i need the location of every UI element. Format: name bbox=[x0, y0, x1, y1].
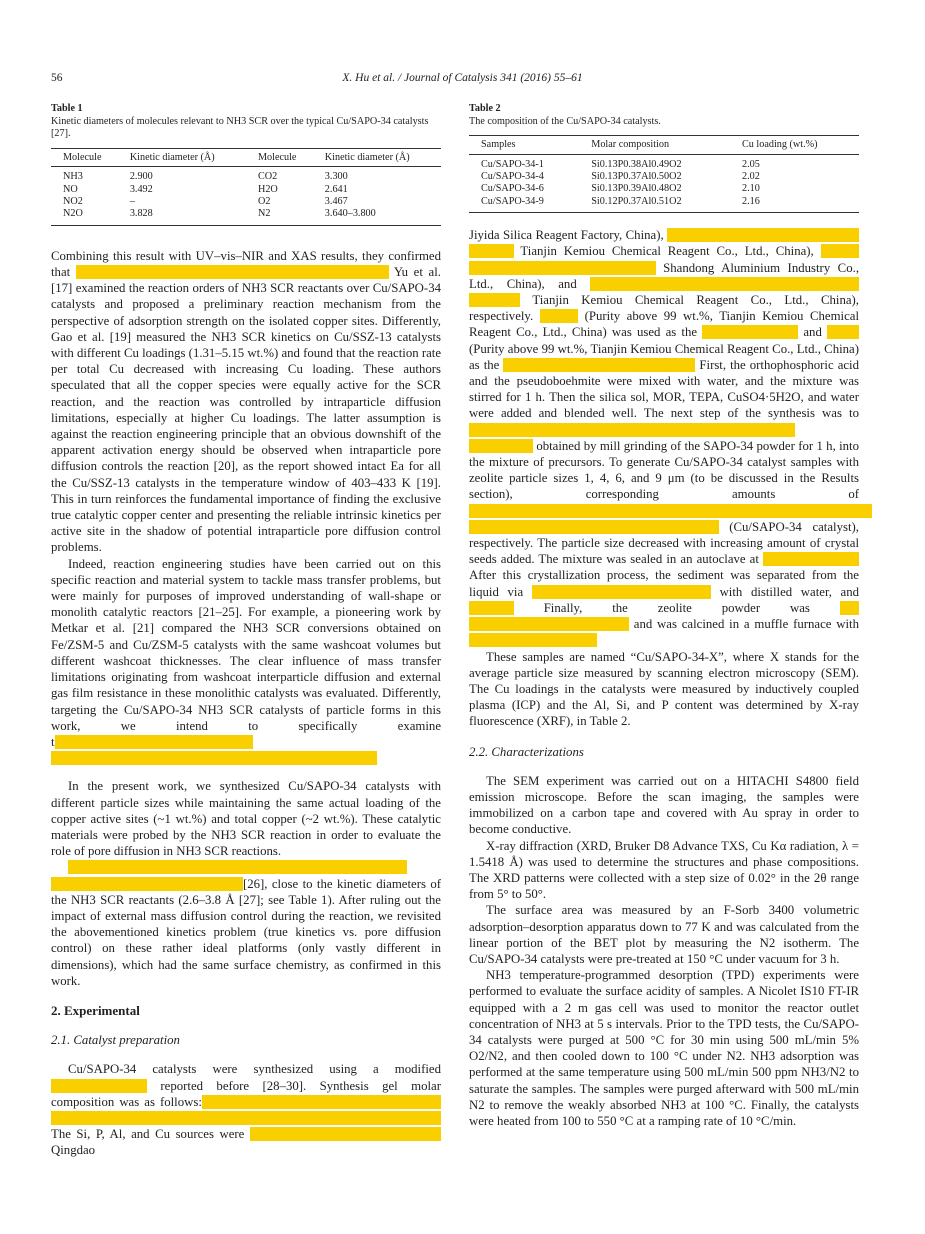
table-row bbox=[51, 184, 441, 196]
highlight: ______________________________ bbox=[503, 357, 696, 372]
highlight: ___ _________________________ bbox=[469, 600, 859, 632]
table-row bbox=[469, 183, 859, 195]
highlight: _______________________________ ___________________________________________________ bbox=[51, 734, 378, 766]
table-cell: 3.828 bbox=[118, 208, 246, 225]
table-cell: 2.641 bbox=[324, 183, 348, 195]
table-cell: 3.467 bbox=[324, 196, 348, 207]
highlight: _____ bbox=[827, 325, 860, 340]
paragraph: These samples are named “Cu/SAPO-34-X”, where X stands for the average particle size measured by scanning electron microscopy (SEM). The Cu loadings in the catalysts were measured by inductively coupled plasma (ICP) and the Al, Si, and P content was determined by X-ray fluorescence (XRF), in Table 2. bbox=[469, 649, 859, 729]
table-row bbox=[51, 196, 441, 208]
section-heading: 2. Experimental bbox=[51, 1002, 140, 1018]
table2-label: Table 2 bbox=[469, 103, 501, 114]
highlight: _____________________________________________________ ______________________________ bbox=[51, 860, 408, 891]
table-cell: 2.05 bbox=[741, 158, 760, 170]
table2 bbox=[469, 135, 859, 213]
table-row bbox=[469, 154, 859, 171]
table-row bbox=[51, 208, 441, 225]
table-cell: 2.10 bbox=[741, 183, 760, 195]
paragraph: X-ray diffraction (XRD, Bruker D8 Advance TXS, Cu Kα radiation, λ = 1.5418 Å) was used to determine the structures and phase compositions. The XRD patterns were collected with a step size of 0.02° in the 2θ range from 5° to 50°. bbox=[469, 838, 859, 902]
table2-header: Samples bbox=[469, 136, 579, 154]
paragraph: Combining this result with UV–vis–NIR and XAS results, they confirmed that __________________________________________ ______ Yu et al. [17] examined the reaction orders of NH3 SCR reactants over Cu/SAPO-34 catalysts and proposed a preliminary reaction mechanism from the perspective of adsorption strength on the isolated copper sites. Differently, Gao et al. [19] measured the NH3 SCR kinetics on Cu/SSZ-13 catalysts with different Cu loadings (1.31–5.15 wt.%) and found that the reaction rate per total Cu decreased with increasing Cu loading. These authors speculated that all the copper species were equally active for the SCR reaction, and the reaction was controlled by intraparticle diffusion limitations, especially at higher Cu loadings. The latter assumption is against the reaction engineering principle that an obvious downshift of the apparent activation energy should be observed when intraparticle pore diffusion controls the reaction [20], as the report showed intact Ea for all the Cu/SSZ-13 catalysts in the temperature window of 403–433 K [19]. This in turn reinforces the fundamental importance of finding the exclusive true catalytic copper center and presenting the reliable intrinsic kinetics per active site in the shadow of potential intraparticle pore diffusion control problems. bbox=[51, 248, 441, 555]
subsection-heading: 2.2. Characterizations bbox=[469, 744, 584, 759]
paragraph: Jiyida Silica Reagent Factory, China), ______________________________ _______ Tianjin Kemiou Chemical Reagent Co., Ltd., China), ______ ______________________ ______ Shandong Aluminium Industry Co., Ltd., China), and __________________________________________ ________ Tianjin Kemiou Chemical Reagent Co., Ltd., China), respectively. ______ (Purity above 99 wt.%, Tianjin Kemiou Chemical Reagent Co., Ltd., China) was used as the _______________ and _____ (Purity above 99 wt.%, Tianjin Kemiou Chemical Reagent Co., Ltd., China) as the ______________________________ First, the orthophosphoric acid and the pseudoboehmite were mixed with water, and the mixture was stirred for 1 h. Then the silica sol, MOR, TEPA, CuSO4·5H2O, and water were added and blended well. The next step of the synthesis was to ___________________________________________________ __________ obtained by mill grinding of the SAPO-34 powder for 1 h, into the mixture of precursors. To generate Cu/SAPO-34 catalyst samples with zeolite particle sizes 1, 4, 6, and 9 μm (to be discussed in the Results section), corresponding amounts of _______________________________________________________________ _______________________________________ (Cu/SAPO-34 catalyst), respectively. The particle size decreased with increasing amount of crystal seeds added. The mixture was sealed in an autoclave at _______________ After this crystallization process, the sediment was separated from the liquid via ____________________________ with distilled water, and _______ Finally, the zeolite powder was ___ _________________________ and was calcined in a muffle furnace with ____________________ bbox=[469, 228, 873, 648]
subsection-heading: 2.1. Catalyst preparation bbox=[51, 1033, 180, 1048]
table-cell: Cu/SAPO-34-9 bbox=[469, 196, 579, 213]
left-column bbox=[51, 103, 441, 1159]
journal-citation: X. Hu et al. / Journal of Catalysis 341 (2016) 55–61 bbox=[342, 72, 583, 84]
table-cell: CO2 bbox=[257, 171, 278, 183]
paragraph: Cu/SAPO-34 catalysts were synthesized using a modified _______________ reported before [28–30]. Synthesis gel molar composition was as follows:__ ________ ________ _________________ ______________________________________________________ ___ The Si, P, Al, and Cu sources were _________________________ ____ Qingdao bbox=[51, 1062, 441, 1158]
paragraph: The SEM experiment was carried out on a HITACHI S4800 field emission microscope. Before the scan imaging, the samples were immobilized on a carbon tape and covered with Au spray in order to become conductive. bbox=[469, 773, 859, 837]
highlight: _______________________________________________________________ _______________________________________ bbox=[469, 503, 873, 534]
table-cell: Cu/SAPO-34-6 bbox=[481, 183, 544, 195]
table1-caption-text: Kinetic diameters of molecules relevant to NH3 SCR over the typical Cu/SAPO-34 catalysts [27]. bbox=[51, 115, 429, 140]
table-cell: O2 bbox=[257, 196, 271, 207]
table-cell: Cu/SAPO-34-4 bbox=[481, 171, 544, 182]
table-cell: 3.492 bbox=[129, 183, 153, 195]
table-cell: 2.900 bbox=[129, 171, 153, 183]
highlight: ______________________________ _______ bbox=[469, 228, 860, 259]
table-cell: Si0.13P0.38Al0.49O2 bbox=[591, 158, 682, 170]
table1-header: Molecule bbox=[246, 148, 313, 166]
highlight: ______ ______________________ ______ bbox=[469, 244, 860, 275]
table-cell: – bbox=[129, 196, 135, 207]
table2-caption-text: The composition of the Cu/SAPO-34 catalysts. bbox=[469, 115, 661, 127]
table1-header: Kinetic diameter (Å) bbox=[118, 148, 246, 166]
table-cell: NO2 bbox=[63, 196, 83, 207]
highlight: _______ bbox=[469, 600, 514, 615]
table-cell: H2O bbox=[257, 183, 278, 195]
paragraph: In the present work, we synthesized Cu/SAPO-34 catalysts with different particle sizes while maintaining the same actual loading of the copper active sites (~1 wt.%) and total copper (~2 wt.%). These catalytic materials were probed by the NH3 SCR reaction in order to evaluate the role of pore diffusion in NH3 SCR reactions. bbox=[51, 779, 441, 859]
table-cell: 3.640–3.800 bbox=[313, 208, 441, 225]
table-cell: 2.02 bbox=[741, 171, 760, 182]
table2-caption bbox=[469, 103, 859, 128]
highlight: _______________ bbox=[51, 1078, 147, 1093]
table1-label: Table 1 bbox=[51, 103, 83, 114]
highlight: _________________________ ____ bbox=[249, 1127, 441, 1142]
highlight: __ ________ ________ _________________ ______________________________________________________ ___ bbox=[51, 1094, 441, 1125]
table-cell: N2 bbox=[246, 208, 313, 225]
table-cell: 3.300 bbox=[324, 171, 348, 183]
paragraph: _____________________________________________________ ______________________________[26], close to the kinetic diameters of the NH3 SCR reactants (2.6–3.8 Å [27]; see Table 1). After ruling out the impact of external mass diffusion control during the reaction, we revisited the abovementioned kinetics problem (true kinetics vs. pore diffusion control) on these rather ideal platforms (only vastly different in dimensions), which had the same surface chemistry, as confirmed in this work. bbox=[51, 860, 441, 988]
table2-header: Molar composition bbox=[579, 136, 730, 154]
table-cell: Si0.12P0.37Al0.51O2 bbox=[579, 196, 730, 213]
table-cell: NO bbox=[63, 183, 78, 195]
highlight: ___________________________________________________ __________ bbox=[469, 422, 796, 453]
highlight: __________________________________________ ________ bbox=[469, 276, 859, 308]
table1-header: Kinetic diameter (Å) bbox=[313, 148, 441, 166]
highlight: __________________________________________ ______ bbox=[75, 265, 389, 280]
table-cell: Si0.13P0.39Al0.48O2 bbox=[591, 183, 682, 195]
table1-caption bbox=[51, 103, 441, 141]
highlight: _______________ bbox=[702, 325, 799, 340]
paragraph: Indeed, reaction engineering studies have been carried out on this specific reaction and material system to tackle mass transfer problems, but were mainly for purposes of improved understanding of wall-shape or monolith catalytic reactors [21–25]. For example, a pioneering work by Metkar et al. [21] compared the NH3 SCR conversions obtained on Fe/ZSM-5 and Cu/ZSM-5 catalysts with the same washcoat volumes but different washcoat thicknesses. The clear influence of mass transfer limitations originating from washcoat interparticle diffusion and external gas film resistance in these monolithic catalysts was evaluated. Differently, targeting the Cu/SAPO-34 NH3 SCR catalysts of particle forms in this work, we intend to specifically examine t_______________________________ ___________________________________________________ bbox=[51, 556, 441, 766]
page-number: 56 bbox=[51, 72, 63, 84]
highlight: _______________ bbox=[763, 552, 859, 567]
table2-header: Cu loading (wt.%) bbox=[730, 136, 859, 154]
table-cell: Cu/SAPO-34-1 bbox=[481, 158, 544, 170]
table1-header: Molecule bbox=[51, 148, 118, 166]
paragraph: NH3 temperature-programmed desorption (TPD) experiments were performed to evaluate the surface acidity of samples. A Nicolet IS10 FT-IR equipped with a 2 m gas cell was used to monitor the reactor outlet concentration of NH3 at 5 s intervals. Prior to the TPD tests, the Cu/SAPO-34 catalysts were purged at 500 °C for 30 min using 500 mL/min 5% O2/N2, and then cooled down to 100 °C under N2. NH3 adsorption was performed at the same temperature using 500 mL/min 500 ppm NH3/N2 to saturate the samples. The samples were purged afterward with 500 mL/min N2 to remove the weakly absorbed NH3 at 100 °C. Finally, the catalysts were heated from 100 to 550 °C at a ramping rate of 10 °C/min. bbox=[469, 968, 859, 1128]
table-cell: NH3 bbox=[63, 171, 83, 183]
highlight: ______ bbox=[539, 309, 579, 324]
highlight: ____________________ bbox=[469, 633, 597, 648]
table-cell: 2.16 bbox=[730, 196, 859, 213]
table-cell: N2O bbox=[51, 208, 118, 225]
paragraph: The surface area was measured by an F-Sorb 3400 volumetric adsorption–desorption apparatus down to 77 K and was calculated from the linear portion of the BET plot by measuring the N2 isotherm. The Cu/SAPO-34 catalysts were pre-treated at 150 °C under vacuum for 3 h. bbox=[469, 903, 859, 966]
right-column bbox=[469, 103, 873, 1129]
table1 bbox=[51, 148, 441, 226]
table-row bbox=[469, 171, 859, 183]
table-row bbox=[51, 167, 441, 184]
table-row bbox=[469, 196, 859, 213]
highlight: ____________________________ bbox=[531, 584, 711, 599]
table-cell: Si0.13P0.37Al0.50O2 bbox=[591, 171, 682, 182]
